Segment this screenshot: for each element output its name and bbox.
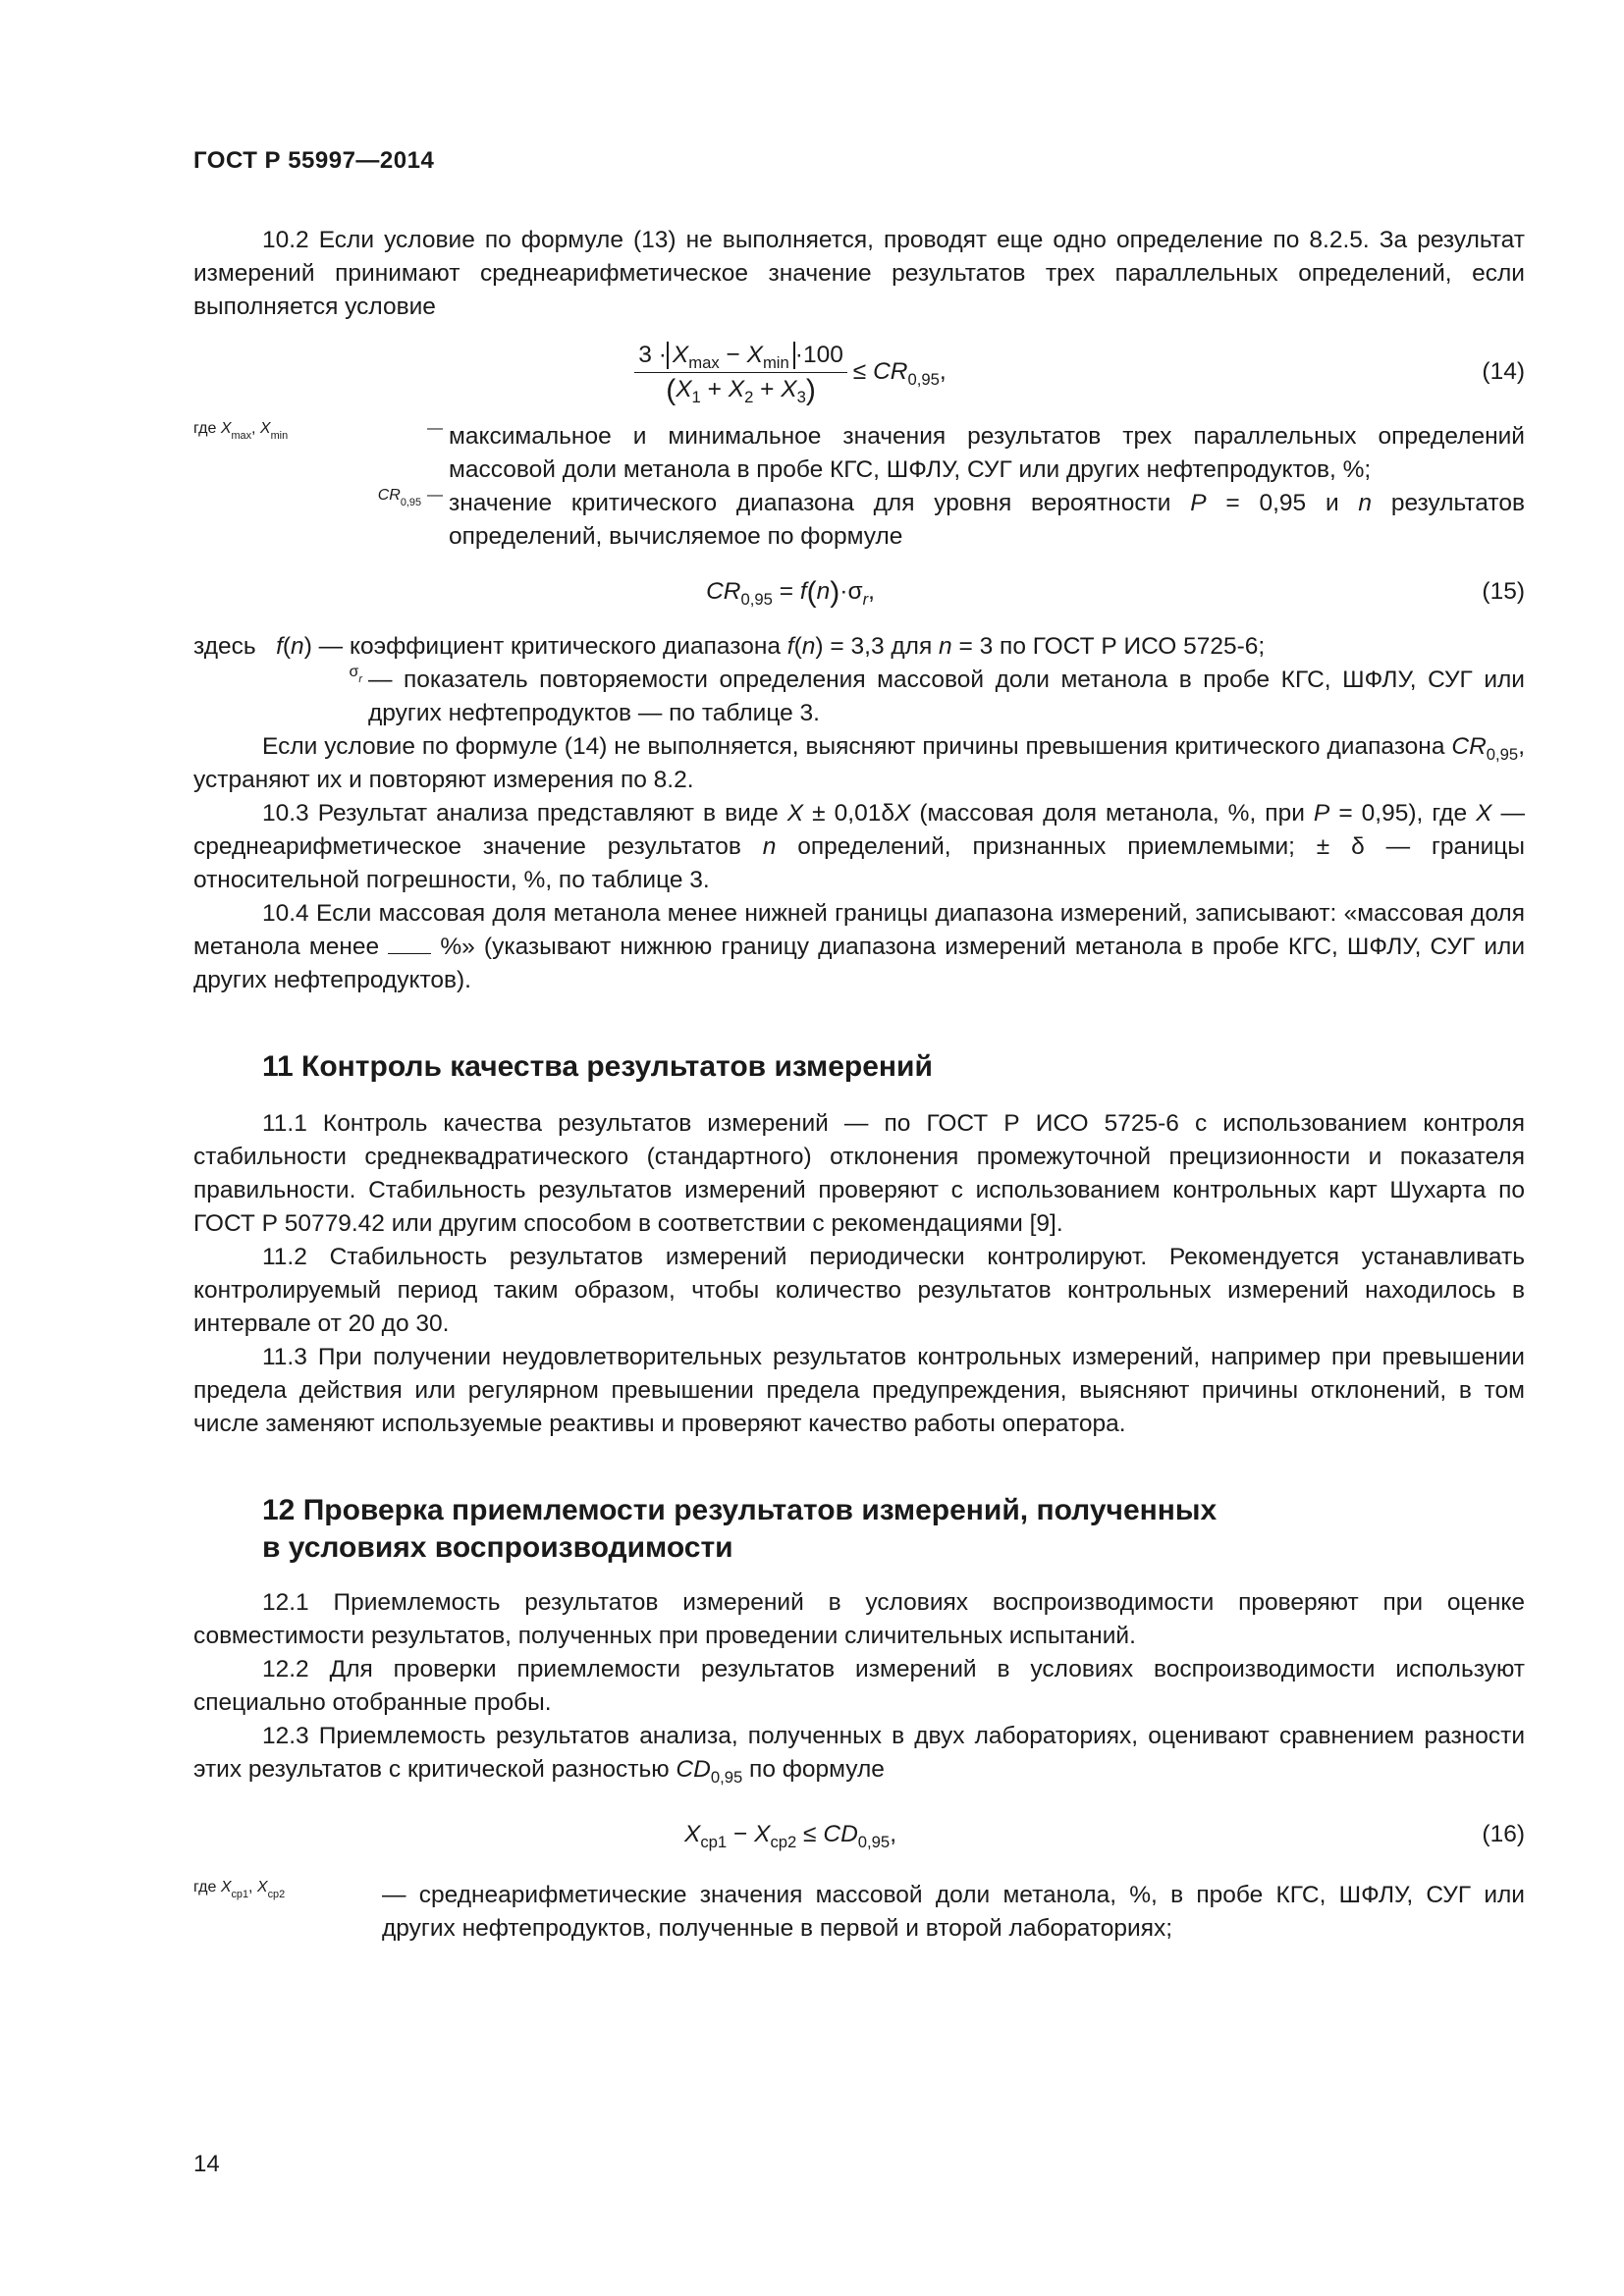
definition-sigma-r: $\sigma_r$ — показатель повторяемости определения массовой доли метанола в пробе КГС, ШФЛУ, СУГ или других нефтепродуктов — по таблице 3. — [349, 664, 1525, 726]
paragraph-10-3: 10.3 Результат анализа представляют в виде X ± 0,01δX (массовая доля метанола, %, при P = 0,95), где X — среднеарифметическое значение результатов n определений, признанных приемлемыми; ± δ — границы относительной погрешности, %, по таблице 3. — [193, 800, 1526, 893]
definition-cr095: $CR_{0,95}$ — значение критического диапазона для уровня вероятности P = 0,95 и n результатов определений, вычисляемое по формуле — [377, 487, 1525, 550]
page-number: 14 — [193, 2151, 220, 2177]
formula-15-number: (15) — [1482, 578, 1525, 605]
paragraph-11-1: 11.1 Контроль качества результатов измерений — по ГОСТ Р ИСО 5725-6 с использованием контроля стабильности среднеквадратического (стандартного) отклонения промежуточной прецизионности и показателя правильности. Стабильность результатов измерений проверяют с использованием контрольных карт Шухарта по ГОСТ Р 50779.42 или другим способом в соответствии с рекомендациями [9]. — [193, 1110, 1525, 1237]
paragraph-10-2: 10.2 Если условие по формуле (13) не выполняется, проводят еще одно определение по 8.2.5. За результат измерений принимают среднеарифметическое значение результатов трех параллельных определений, если выполняется условие — [193, 227, 1525, 320]
definition-xmax-xmin: где $X_{max}$, $X_{min}$ — максимальное и минимальное значения результатов трех параллельных определений массовой доли метанола в пробе КГС, ШФЛУ, СУГ или других нефтепродуктов, %; — [193, 420, 1525, 483]
definition-xcp: где $X_{ср1}$, $X_{ср2}$ — среднеарифметические значения массовой доли метанола, %, в пробе КГС, ШФЛУ, СУГ или других нефтепродуктов, полученные в первой и второй лабораториях; — [193, 1879, 1525, 1942]
section-12-heading-line2: в условиях воспроизводимости — [262, 1531, 733, 1564]
formula-14-denominator: $(X_1 + X_2 + X_3)$ — [666, 373, 816, 406]
formula-16: $X_{ср1} - X_{ср2} \le CD_{0,95}$, (16) — [683, 1821, 1525, 1851]
paragraph-condition-14: Если условие по формуле (14) не выполняется, выясняют причины превышения критического диапазона $CR_{0,95}$, устраняют их и повторяют измерения по 8.2. — [193, 733, 1526, 793]
paragraph-12-3: 12.3 Приемлемость результатов анализа, полученных в двух лабораториях, оценивают сравнением разности этих результатов с критической разностью $CD_{0,95}$ по формуле — [193, 1723, 1525, 1787]
formula-14-fraction — [634, 341, 847, 406]
paragraph-12-1: 12.1 Приемлемость результатов измерений в условиях воспроизводимости проверяют при оценке совместимости результатов, полученных при проведении сличительных испытаний. — [193, 1589, 1525, 1649]
section-12-heading-line1: 12 Проверка приемлемости результатов измерений, полученных — [262, 1494, 1218, 1526]
formula-14: $\frac{3 \cdot X_{max} - X_{min} \cdot 100}{(X_1 + X_2 + X_3)}$ ≤ $CR_{0,95}$, (14) — [193, 334, 1525, 410]
document-page — [193, 147, 1525, 1946]
section-12-heading — [193, 1492, 1525, 1567]
definition-fn: здесь f(n) — коэффициент критического диапазона f(n) = 3,3 для n = 3 по ГОСТ Р ИСО 5725-6; — [193, 633, 1266, 660]
paragraph-12-2: 12.2 Для проверки приемлемости результатов измерений в условиях воспроизводимости используют специально отобранные пробы. — [193, 1656, 1525, 1716]
blank-line — [388, 935, 431, 954]
document-header: ГОСТ Р 55997—2014 — [193, 147, 435, 174]
paragraph-10-4: 10.4 Если массовая доля метанола менее нижней границы диапазона измерений, записывают: «массовая доля метанола менее %» (указывают нижнюю границу диапазона измерений метанола в пробе КГС, ШФЛУ, СУГ или других нефтепродуктов). — [193, 900, 1526, 993]
formula-16-number: (16) — [1482, 1821, 1525, 1847]
paragraph-11-3: 11.3 При получении неудовлетворительных результатов контрольных измерений, например при превышении предела действия или регулярном превышении предела предупреждения, выясняют причины отклонений, в том числе заменяют используемые реактивы и проверяют качество работы оператора. — [193, 1344, 1525, 1437]
formula-15: $CR_{0,95} = f(n)\cdot\sigma_r$, (15) — [706, 576, 1525, 609]
paragraph-11-2: 11.2 Стабильность результатов измерений периодически контролируют. Рекомендуется устанавливать контролируемый период таким образом, чтобы количество результатов контрольных измерений находилось в интервале от 20 до 30. — [193, 1244, 1525, 1337]
section-11-heading: 11 Контроль качества результатов измерений — [262, 1050, 933, 1083]
formula-14-number: (14) — [1482, 358, 1525, 385]
formula-14-numerator: $3 \cdot X_{max} - X_{min} \cdot 100$ — [634, 342, 847, 373]
